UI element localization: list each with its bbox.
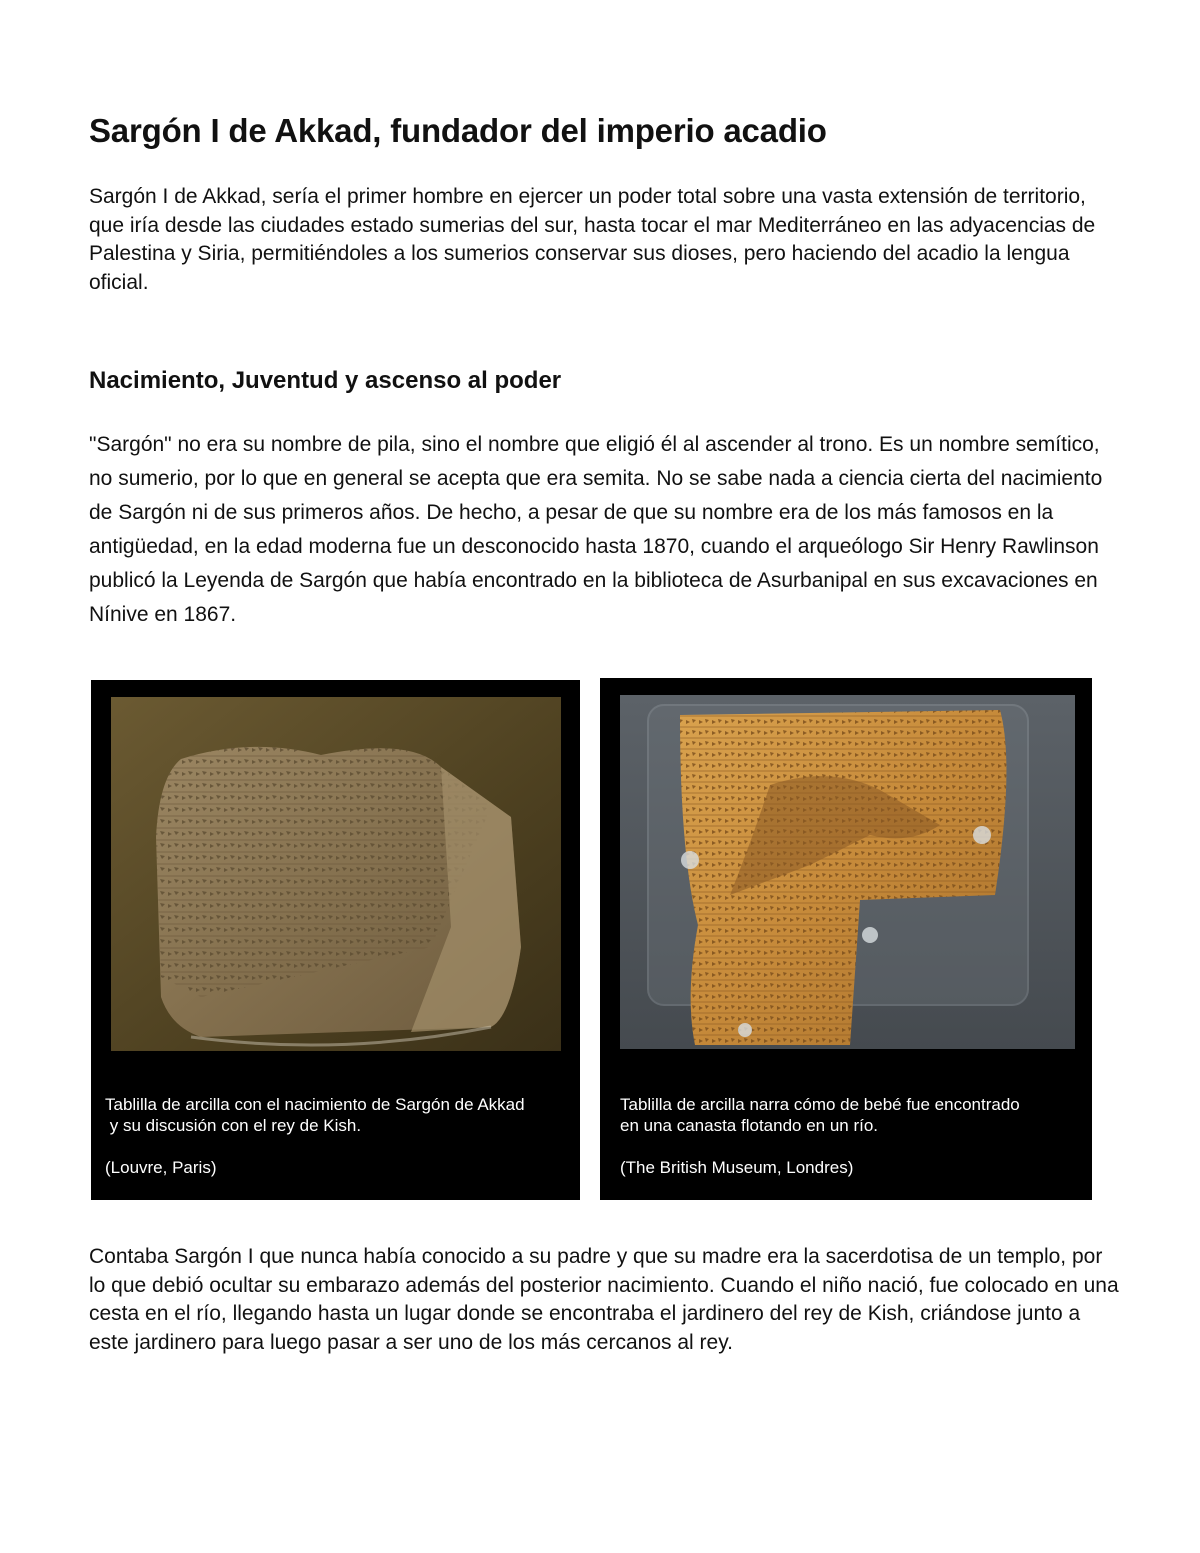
section-heading: Nacimiento, Juventud y ascenso al poder — [89, 367, 562, 394]
intro-paragraph: Sargón I de Akkad, sería el primer hombre en ejercer un poder total sobre una vasta extensión de territorio, que iría desde las ciudades estado sumerias del sur, hasta tocar el mar Mediterráneo en las adyacencias de Palestina y Siria, permitiéndoles a los sumerios conservar sus dioses, pero haciendo del acadio la lengua oficial. — [89, 185, 1096, 294]
figure-british-museum-tablet — [600, 678, 1092, 1200]
closing-paragraph: Contaba Sargón I que nunca había conocido a su padre y que su madre era la sacerdotisa de un templo, por lo que debió ocultar su embarazo además del posterior nacimiento. Cuando el niño nació, fue colocado en una cesta en el río, llegando hasta un lugar donde se encontraba el jardinero del rey de Kish, criándose junto a este jardinero para luego pasar a ser uno de los más cercanos al rey. — [89, 1245, 1119, 1354]
figure-caption — [105, 1094, 575, 1136]
section-paragraph: "Sargón" no era su nombre de pila, sino el nombre que eligió él al ascender al trono. Es un nombre semítico, no sumerio, por lo que en general se acepta que era semita. No se sabe nada a ciencia cierta del nacimiento de Sargón ni de sus primeros años. De hecho, a pesar de que su nombre era de los más famosos en la antigüedad, en la edad moderna fue un desconocido hasta 1870, cuando el arqueólogo Sir Henry Rawlinson publicó la Leyenda de Sargón que había encontrado en la biblioteca de Asurbanipal en sus excavaciones en Nínive en 1867. — [89, 433, 1103, 626]
figure-louvre-tablet — [91, 680, 580, 1200]
caption-line: en una canasta flotando en un río. — [620, 1116, 879, 1135]
caption-line: y su discusión con el rey de Kish. — [105, 1116, 362, 1135]
clay-tablet-photo — [620, 695, 1075, 1049]
page-title: Sargón I de Akkad, fundador del imperio acadio — [89, 112, 827, 149]
figure-location: (Louvre, Paris) — [105, 1158, 217, 1177]
clay-tablet-photo — [111, 697, 561, 1051]
figure-caption — [620, 1094, 1090, 1136]
caption-line: Tablilla de arcilla con el nacimiento de Sargón de Akkad — [105, 1095, 525, 1114]
figure-location: (The British Museum, Londres) — [620, 1158, 854, 1177]
caption-line: Tablilla de arcilla narra cómo de bebé fue encontrado — [620, 1095, 1020, 1114]
